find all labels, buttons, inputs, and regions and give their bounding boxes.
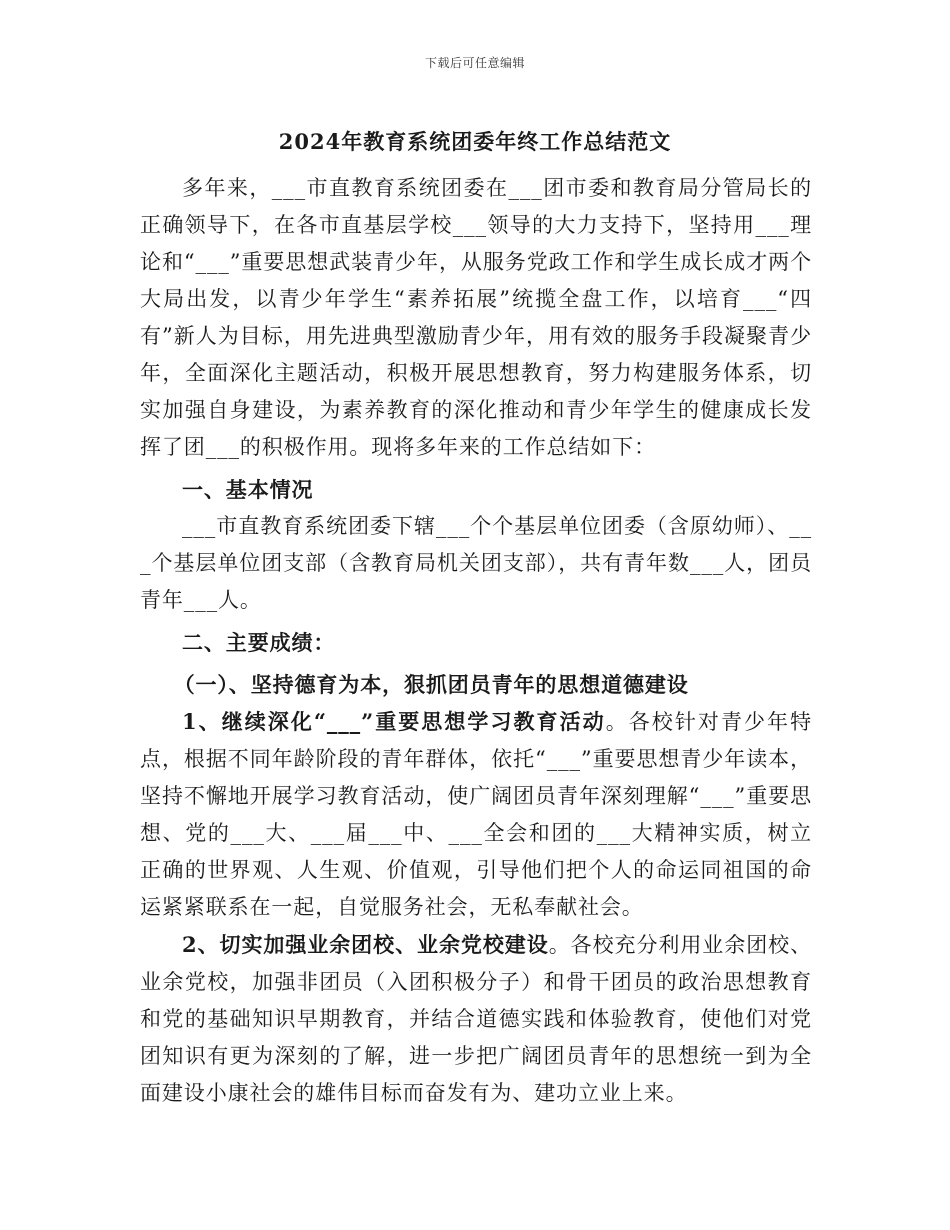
section-paragraph-basic: ___市直教育系统团委下辖___个个基层单位团委（含原幼师）、___个基层单位团支部（含教育局机关团支部），共有青年数___人，团员青年___人。 (140, 514, 812, 612)
achievement-item-2 (140, 926, 812, 1112)
header-note: 下载后可任意编辑 (424, 56, 525, 70)
achievement-item-1 (140, 703, 812, 926)
achievement-item-2-lead: 2、切实加强业余团校、业余党校建设 (182, 932, 549, 957)
section-heading-achievements: 二、主要成绩： (182, 630, 336, 655)
intro-paragraph: 多年来，___市直教育系统团委在___团市委和教育局分管局长的正确领导下，在各市直基层学校___领导的大力支持下，坚持用___理论和“___”重要思想武装青少年，从服务党政工作和学生成长成才两个大局出发，以青少年学生“素养拓展”统揽全盘工作，以培育___“四有”新人为目标，用先进典型激励青少年，用有效的服务手段凝聚青少年，全面深化主题活动，积极开展思想教育，努力构建服务体系，切实加强自身建设，为素养教育的深化推动和青少年学生的健康成长发挥了团___的积极作用。现将多年来的工作总结如下： (140, 176, 812, 459)
achievement-item-1-text: 。各校针对青少年特点，根据不同年龄阶段的青年群体，依托“___”重要思想青少年读本，坚持不懈地开展学习教育活动，使广阔团员青年深刻理解“___”重要思想、党的___大、___届___中、___全会和团的___大精神实质，树立正确的世界观、人生观、价值观，引导他们把个人的命运同祖国的命运紧紧联系在一起，自觉服务社会，无私奉献社会。 (140, 710, 812, 919)
subsection-heading-moral: （一）、坚持德育为本，狠抓团员青年的思想道德建设 (173, 672, 689, 697)
document-title: 2024年教育系统团委年终工作总结范文 (278, 129, 672, 154)
achievement-item-2-text: 。各校充分利用业余团校、业余党校，加强非团员（入团积极分子）和骨干团员的政治思想教育和党的基础知识早期教育，并结合道德实践和体验教育，使他们对党团知识有更为深刻的了解，进一步把广阔团员青年的思想统一到为全面建设小康社会的雄伟目标而奋发有为、建功立业上来。 (140, 933, 812, 1105)
document-body (140, 170, 812, 1112)
section-heading-basic: 一、基本情况 (182, 477, 314, 502)
achievement-item-1-lead: 1、继续深化“___”重要思想学习教育活动 (182, 709, 606, 734)
